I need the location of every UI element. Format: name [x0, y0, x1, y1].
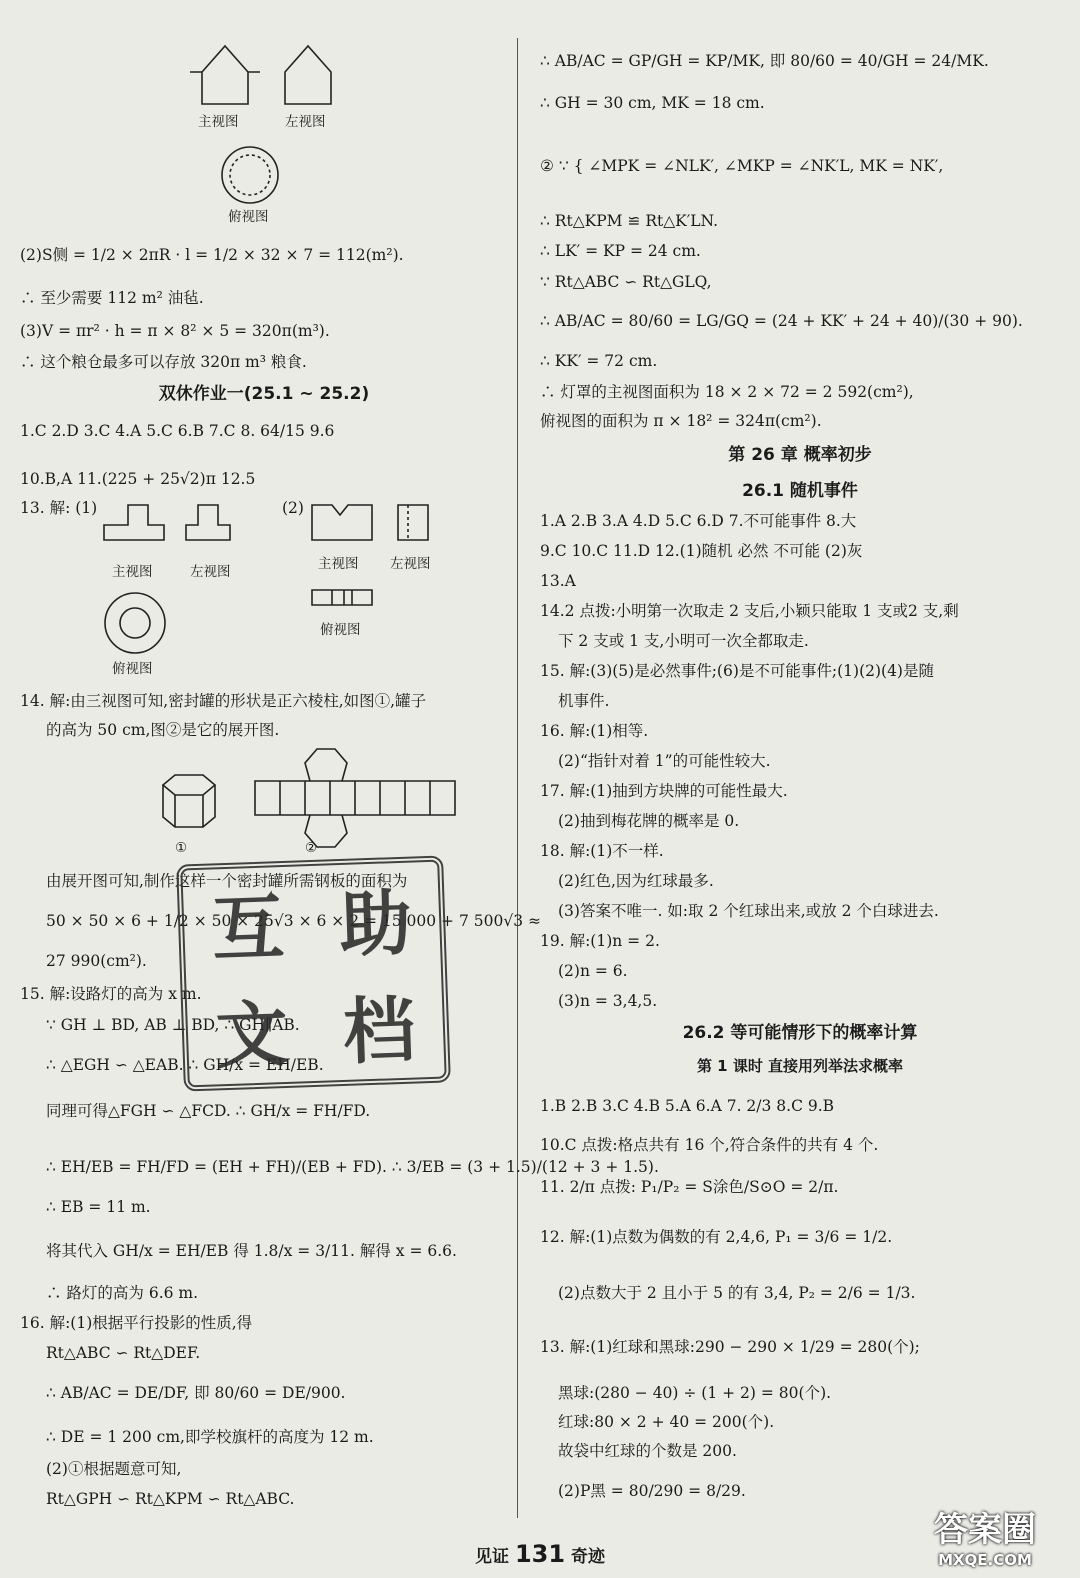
- column-divider: [517, 38, 518, 1518]
- page-number: 131: [514, 1540, 566, 1568]
- answer-row: 10.B,A 11.(225 + 25√2)π 12.5: [20, 470, 256, 488]
- text-line: 27 990(cm²).: [46, 952, 147, 970]
- text-line: (2)“指针对着 1”的可能性较大.: [558, 752, 771, 770]
- text-line: (2)S侧 = 1/2 × 2πR · l = 1/2 × 32 × 7 = 112(m²).: [20, 246, 404, 264]
- text-line: 17. 解:(1)抽到方块牌的可能性最大.: [540, 782, 788, 800]
- text-line: 故袋中红球的个数是 200.: [558, 1442, 737, 1460]
- text-line: ∴ Rt△KPM ≌ Rt△K′LN.: [540, 212, 719, 230]
- text-line: ∴ GH = 30 cm, MK = 18 cm.: [540, 94, 765, 112]
- text-line: 俯视图的面积为 π × 18² = 324π(cm²).: [540, 412, 822, 430]
- text-line: 15. 解:(3)(5)是必然事件;(6)是不可能事件;(1)(2)(4)是随: [540, 662, 934, 680]
- text-line: ∴ KK′ = 72 cm.: [540, 352, 658, 370]
- lesson-heading: 第 1 课时 直接用列举法求概率: [696, 1057, 904, 1075]
- text-line: ∴ LK′ = KP = 24 cm.: [540, 242, 701, 260]
- text-line: 10.C 点拨:格点共有 16 个,符合条件的共有 4 个.: [540, 1136, 879, 1154]
- right-column: [540, 0, 1060, 1520]
- side-view-caption: 左视图: [285, 114, 326, 130]
- section-heading: 26.1 随机事件: [742, 481, 858, 501]
- text-line: ∵ GH ⊥ BD, AB ⊥ BD, ∴ GH∥AB.: [46, 1016, 300, 1034]
- text-line: 将其代入 GH/x = EH/EB 得 1.8/x = 3/11. 解得 x = 6.6.: [46, 1242, 457, 1260]
- stamp-char: 助: [338, 880, 413, 967]
- footer-suffix: 奇迹: [570, 1547, 605, 1567]
- stamp-seal: [176, 855, 451, 1091]
- text-line: ② ∵ { ∠MPK = ∠NLK′, ∠MKP = ∠NK′L, MK = NK′,: [540, 157, 944, 175]
- text-line: 15. 解:设路灯的高为 x m.: [20, 985, 202, 1003]
- figure-label-1: ①: [175, 840, 188, 856]
- question-13-part2: (2): [282, 499, 304, 517]
- text-line: ∴ 灯罩的主视图面积为 18 × 2 × 72 = 2 592(cm²),: [540, 383, 914, 401]
- stamp-char: 互: [210, 884, 286, 972]
- text-line: ∴ 路灯的高为 6.6 m.: [46, 1284, 199, 1302]
- text-line: 1.A 2.B 3.A 4.D 5.C 6.D 7.不可能事件 8.大: [540, 512, 857, 530]
- text-line: ∵ Rt△ABC ∽ Rt△GLQ,: [540, 273, 712, 291]
- text-line: 1.B 2.B 3.C 4.B 5.A 6.A 7. 2/3 8.C 9.B: [540, 1097, 835, 1115]
- side-view-caption: 左视图: [190, 564, 231, 580]
- hexagonal-prism-figure: [155, 745, 455, 845]
- section-heading: 26.2 等可能情形下的概率计算: [682, 1023, 918, 1043]
- front-view-caption: 主视图: [198, 114, 239, 130]
- text-line: 14.2 点拨:小明第一次取走 2 支后,小颖只能取 1 支或2 支,剩: [540, 602, 959, 620]
- text-line: 红球:80 × 2 + 40 = 200(个).: [558, 1413, 775, 1431]
- text-line: (3)n = 3,4,5.: [558, 992, 658, 1010]
- text-line: (2)n = 6.: [558, 962, 628, 980]
- front-view-caption: 主视图: [318, 556, 359, 572]
- text-line: ∴ 至少需要 112 m² 油毡.: [20, 289, 204, 307]
- stamp-char: 档: [341, 987, 417, 1075]
- text-line: 16. 解:(1)根据平行投影的性质,得: [20, 1314, 253, 1332]
- watermark-text: 答案圈: [934, 1510, 1036, 1550]
- text-line: (2)点数大于 2 且小于 5 的有 3,4, P₂ = 2/6 = 1/3.: [558, 1284, 916, 1302]
- watermark-logo: [900, 1502, 1070, 1572]
- text-line: 14. 解:由三视图可知,密封罐的形状是正六棱柱,如图①,罐子: [20, 692, 427, 710]
- text-line: (2)P黑 = 80/290 = 8/29.: [558, 1482, 746, 1500]
- text-line: 下 2 支或 1 支,小明可一次全都取走.: [558, 632, 809, 650]
- text-line: ∴ △EGH ∽ △EAB. ∴ GH/x = EH/EB.: [46, 1056, 324, 1074]
- text-line: 11. 2/π 点拨: P₁/P₂ = S涂色/S⊙O = 2/π.: [540, 1178, 839, 1196]
- text-line: ∴ AB/AC = DE/DF, 即 80/60 = DE/900.: [46, 1384, 346, 1402]
- text-line: 的高为 50 cm,图②是它的展开图.: [46, 721, 280, 739]
- top-view-caption: 俯视图: [112, 661, 153, 677]
- chapter-heading: 第 26 章 概率初步: [728, 445, 872, 465]
- text-line: (2)抽到梅花牌的概率是 0.: [558, 812, 740, 830]
- text-line: 13.A: [540, 572, 576, 590]
- text-line: (2)红色,因为红球最多.: [558, 872, 714, 890]
- text-line: 50 × 50 × 6 + 1/2 × 50 × 25√3 × 6 × 2 = 15 000 + 7 500√3 ≈: [46, 912, 541, 930]
- text-line: 9.C 10.C 11.D 12.(1)随机 必然 不可能 (2)灰: [540, 542, 863, 560]
- text-line: ∴ DE = 1 200 cm,即学校旗杆的高度为 12 m.: [46, 1428, 374, 1446]
- text-line: 同理可得△FGH ∽ △FCD. ∴ GH/x = FH/FD.: [46, 1102, 371, 1120]
- text-line: ∴ AB/AC = 80/60 = LG/GQ = (24 + KK′ + 24 + 40)/(30 + 90).: [540, 312, 1023, 330]
- text-line: Rt△ABC ∽ Rt△DEF.: [46, 1344, 201, 1362]
- text-line: Rt△GPH ∽ Rt△KPM ∽ Rt△ABC.: [46, 1490, 295, 1508]
- top-view-caption: 俯视图: [228, 209, 269, 225]
- footer-prefix: 见证: [475, 1547, 510, 1567]
- text-line: ∴ AB/AC = GP/GH = KP/MK, 即 80/60 = 40/GH = 24/MK.: [540, 52, 989, 70]
- text-line: 18. 解:(1)不一样.: [540, 842, 664, 860]
- stamp-char: 文: [214, 992, 290, 1079]
- question-13-label: 13. 解: (1): [20, 499, 98, 517]
- text-line: 由展开图可知,制作这样一个密封罐所需钢板的面积为: [46, 872, 408, 890]
- text-line: (3)V = πr² · h = π × 8² × 5 = 320π(m³).: [20, 322, 330, 340]
- text-line: (2)①根据题意可知,: [46, 1460, 182, 1478]
- three-view-figure-q13: [100, 495, 460, 660]
- text-line: 19. 解:(1)n = 2.: [540, 932, 660, 950]
- text-line: ∴ EB = 11 m.: [46, 1198, 151, 1216]
- top-view-caption: 俯视图: [320, 622, 361, 638]
- front-view-caption: 主视图: [112, 564, 153, 580]
- section-heading: 双休作业一(25.1 ~ 25.2): [158, 384, 370, 404]
- answer-row: 1.C 2.D 3.C 4.A 5.C 6.B 7.C 8. 64/15 9.6: [20, 422, 335, 440]
- side-view-caption: 左视图: [390, 556, 431, 572]
- text-line: 12. 解:(1)点数为偶数的有 2,4,6, P₁ = 3/6 = 1/2.: [540, 1228, 893, 1246]
- text-line: 16. 解:(1)相等.: [540, 722, 649, 740]
- figure-label-2: ②: [305, 840, 318, 856]
- text-line: 13. 解:(1)红球和黑球:290 − 290 × 1/29 = 280(个);: [540, 1338, 920, 1356]
- text-line: ∴ 这个粮仓最多可以存放 320π m³ 粮食.: [20, 353, 307, 371]
- text-line: (3)答案不唯一. 如:取 2 个红球出来,或放 2 个白球进去.: [558, 902, 939, 920]
- three-view-figure-silo: [190, 40, 370, 220]
- text-line: 黑球:(280 − 40) ÷ (1 + 2) = 80(个).: [558, 1384, 832, 1402]
- text-line: 机事件.: [558, 692, 610, 710]
- text-line: ∴ EH/EB = FH/FD = (EH + FH)/(EB + FD). ∴ 3/EB = (3 + 1.5)/(12 + 3 + 1.5).: [46, 1158, 659, 1176]
- watermark-url: MXQE.COM: [938, 1551, 1032, 1569]
